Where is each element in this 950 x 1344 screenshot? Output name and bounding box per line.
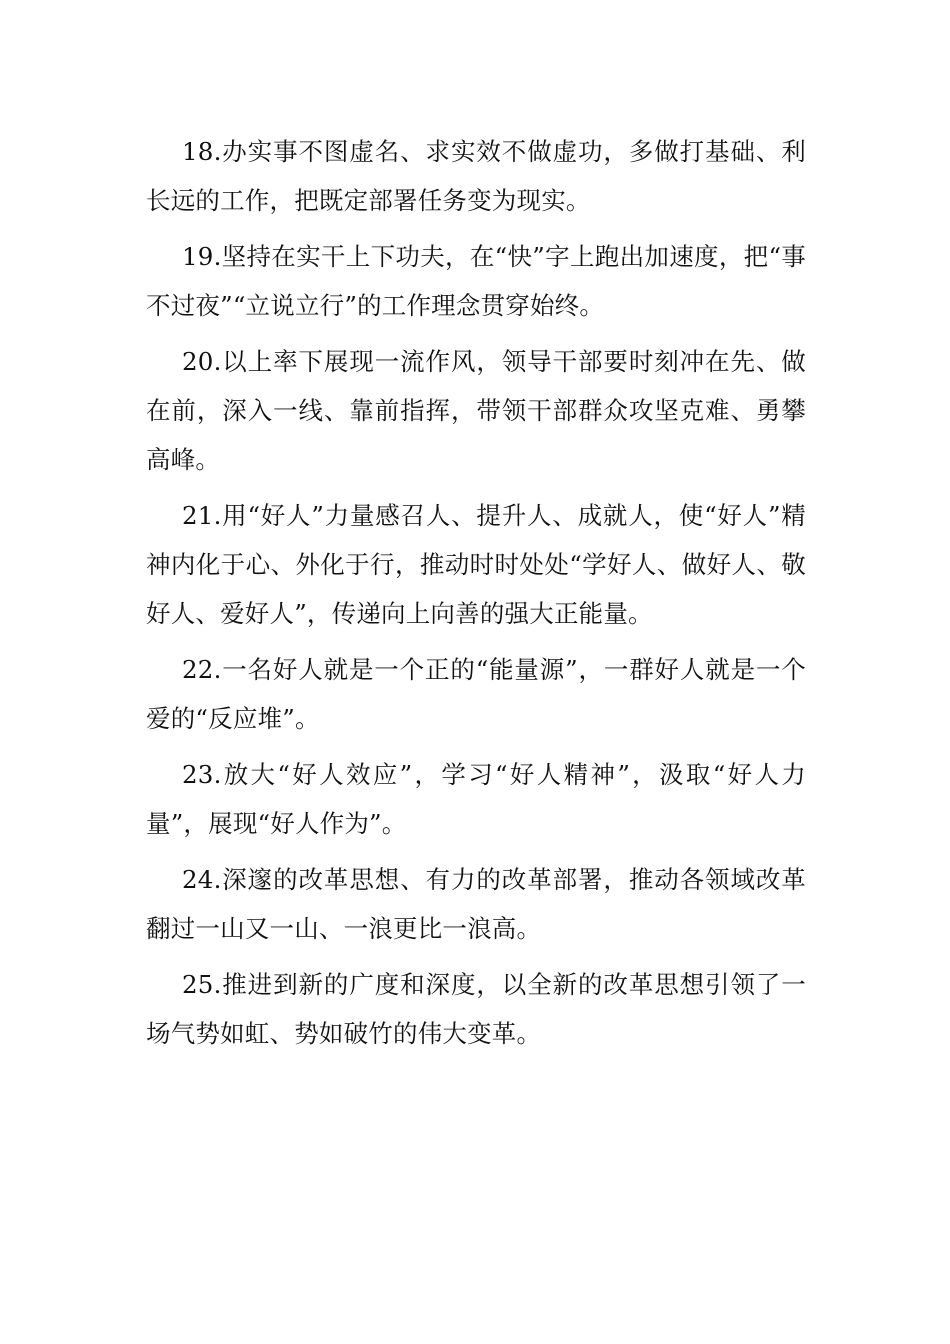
paragraph-22: 22.一名好人就是一个正的“能量源”，一群好人就是一个爱的“反应堆”。 (146, 655, 806, 733)
document-body (146, 127, 806, 1065)
paragraph-23: 23.放大“好人效应”，学习“好人精神”，汲取“好人力量”，展现“好人作为”。 (146, 760, 806, 838)
paragraph-19: 19.坚持在实干上下功夫，在“快”字上跑出加速度，把“事不过夜”“立说立行”的工作理念贯穿始终。 (146, 242, 806, 320)
paragraph-21: 21.用“好人”力量感召人、提升人、成就人，使“好人”精神内化于心、外化于行，推动时时处处“学好人、做好人、敬好人、爱好人”，传递向上向善的强大正能量。 (146, 501, 806, 628)
paragraph-24: 24.深邃的改革思想、有力的改革部署，推动各领域改革翻过一山又一山、一浪更比一浪高。 (146, 865, 806, 943)
paragraph-18: 18.办实事不图虚名、求实效不做虚功，多做打基础、利长远的工作，把既定部署任务变为现实。 (146, 137, 806, 215)
paragraph-25: 25.推进到新的广度和深度，以全新的改革思想引领了一场气势如虹、势如破竹的伟大变革。 (146, 970, 806, 1048)
paragraph-20: 20.以上率下展现一流作风，领导干部要时刻冲在先、做在前，深入一线、靠前指挥，带领干部群众攻坚克难、勇攀高峰。 (146, 347, 806, 474)
